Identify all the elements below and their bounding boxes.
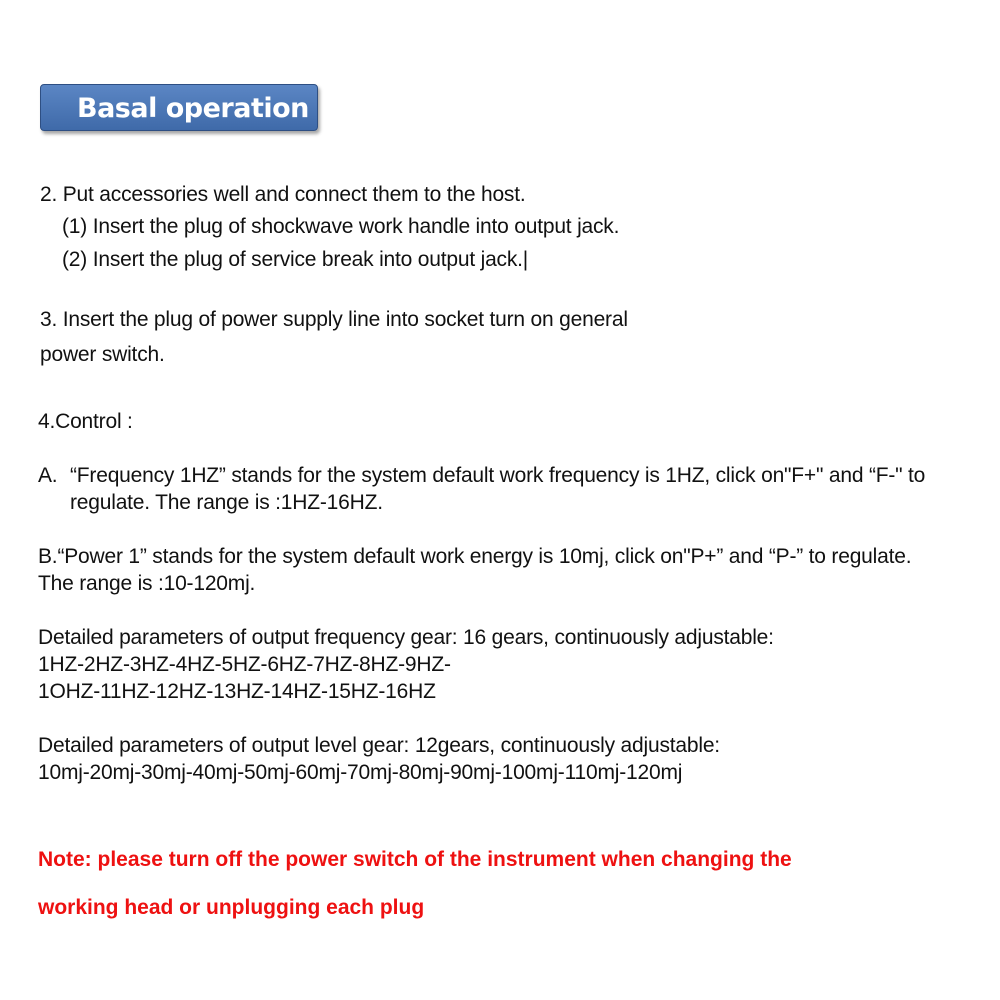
control-a-label: A. bbox=[38, 464, 58, 487]
step-4-title: 4.Control : bbox=[38, 410, 133, 433]
frequency-params-title: Detailed parameters of output frequency gear: 16 gears, continuously adjustable: bbox=[38, 626, 774, 649]
note-line-1: Note: please turn off the power switch of the instrument when changing the bbox=[38, 848, 792, 871]
step-2-substep-2: (2) Insert the plug of service break into output jack.| bbox=[62, 248, 529, 271]
control-b-line-2: The range is :10-120mj. bbox=[38, 572, 256, 595]
step-2-substep-1: (1) Insert the plug of shockwave work handle into output jack. bbox=[62, 215, 620, 238]
frequency-params-line-1: 1HZ-2HZ-3HZ-4HZ-5HZ-6HZ-7HZ-8HZ-9HZ- bbox=[38, 653, 451, 676]
step-2-title: 2. Put accessories well and connect them to the host. bbox=[40, 183, 526, 206]
level-params-title: Detailed parameters of output level gear: 12gears, continuously adjustable: bbox=[38, 734, 720, 757]
control-a-line-1: “Frequency 1HZ” stands for the system default work frequency is 1HZ, click on"F+" and “F-" to bbox=[70, 464, 926, 487]
step-3-line-2: power switch. bbox=[40, 343, 165, 366]
control-b-line-1: B.“Power 1” stands for the system default work energy is 10mj, click on"P+” and “P-” to regulate. bbox=[38, 545, 912, 568]
step-3-line-1: 3. Insert the plug of power supply line into socket turn on general bbox=[40, 308, 628, 331]
level-params-line-1: 10mj-20mj-30mj-40mj-50mj-60mj-70mj-80mj-90mj-100mj-110mj-120mj bbox=[38, 761, 683, 784]
frequency-params-line-2: 1OHZ-11HZ-12HZ-13HZ-14HZ-15HZ-16HZ bbox=[38, 680, 436, 703]
note-line-2: working head or unplugging each plug bbox=[38, 896, 425, 919]
control-a-line-2: regulate. The range is :1HZ-16HZ. bbox=[70, 491, 383, 514]
section-title-banner bbox=[40, 84, 318, 131]
section-title: Basal operation bbox=[77, 93, 309, 124]
